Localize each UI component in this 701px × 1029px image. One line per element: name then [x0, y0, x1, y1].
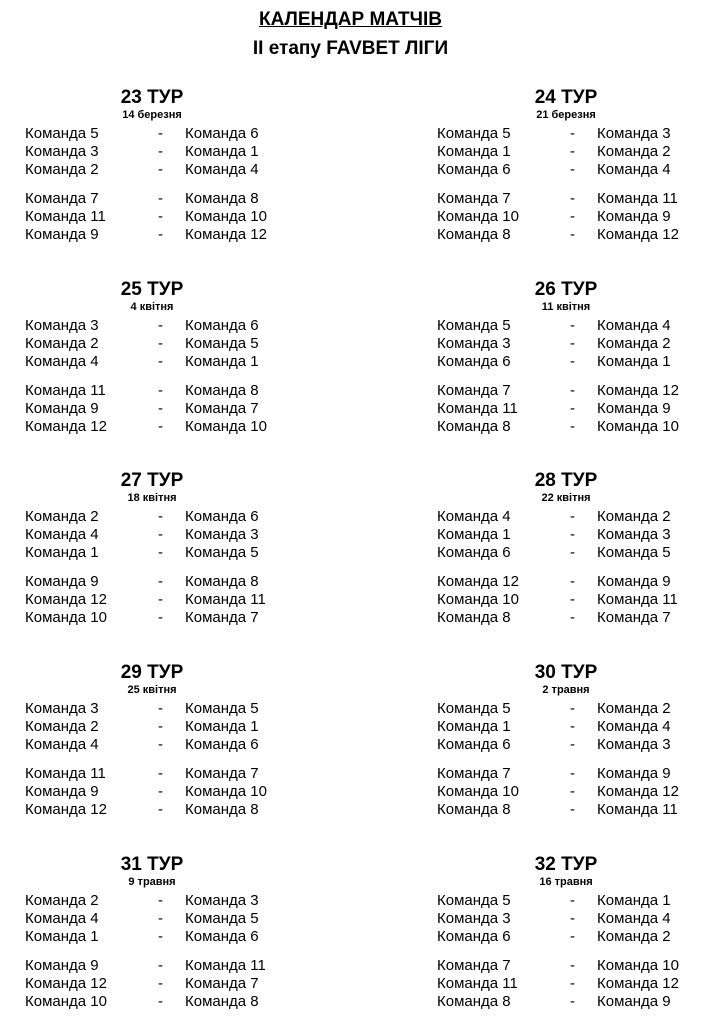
match-row — [437, 125, 701, 143]
page-subtitle: ІІ етапу FAVBET ЛІГИ — [252, 38, 449, 59]
match-row — [25, 353, 325, 371]
match-row — [437, 910, 701, 928]
away-team: Команда 6 — [185, 928, 259, 945]
match-separator: - — [158, 418, 163, 435]
match-separator: - — [570, 544, 575, 561]
match-separator: - — [158, 928, 163, 945]
home-team: Команда 3 — [25, 317, 99, 334]
home-team: Команда 8 — [437, 418, 511, 435]
match-separator: - — [570, 801, 575, 818]
match-separator: - — [570, 161, 575, 178]
match-separator: - — [158, 143, 163, 160]
home-team: Команда 7 — [437, 765, 511, 782]
match-row — [437, 892, 701, 910]
match-row — [437, 226, 701, 244]
match-separator: - — [158, 765, 163, 782]
match-row — [25, 125, 325, 143]
round-name: 30 ТУР — [534, 662, 598, 683]
round-header — [437, 470, 701, 510]
away-team: Команда 3 — [185, 526, 259, 543]
round-name: 25 ТУР — [120, 279, 184, 300]
round-block — [25, 854, 325, 1029]
match-separator: - — [158, 591, 163, 608]
round-block — [25, 279, 325, 454]
match-row — [25, 801, 325, 819]
match-row — [25, 418, 325, 436]
away-team: Команда 3 — [597, 526, 671, 543]
away-team: Команда 9 — [597, 208, 671, 225]
home-team: Команда 5 — [437, 125, 511, 142]
match-separator: - — [570, 508, 575, 525]
away-team: Команда 10 — [597, 418, 679, 435]
match-row — [25, 975, 325, 993]
round-date: 16 травня — [539, 876, 593, 888]
match-separator: - — [158, 508, 163, 525]
match-separator: - — [158, 910, 163, 927]
home-team: Команда 9 — [25, 226, 99, 243]
match-separator: - — [158, 526, 163, 543]
home-team: Команда 6 — [437, 736, 511, 753]
round-header — [437, 87, 701, 127]
home-team: Команда 10 — [25, 609, 107, 626]
round-name: 32 ТУР — [534, 854, 598, 875]
match-row — [25, 317, 325, 335]
away-team: Команда 4 — [597, 317, 671, 334]
match-separator: - — [158, 190, 163, 207]
home-team: Команда 2 — [25, 161, 99, 178]
round-header — [25, 470, 325, 510]
home-team: Команда 10 — [437, 591, 519, 608]
away-team: Команда 2 — [597, 928, 671, 945]
away-team: Команда 5 — [597, 544, 671, 561]
home-team: Команда 12 — [25, 418, 107, 435]
match-row — [437, 400, 701, 418]
away-team: Команда 2 — [597, 335, 671, 352]
round-block — [25, 87, 325, 262]
match-separator: - — [570, 928, 575, 945]
away-team: Команда 7 — [185, 765, 259, 782]
match-separator: - — [570, 400, 575, 417]
match-row — [437, 591, 701, 609]
match-row — [25, 190, 325, 208]
round-header — [437, 279, 701, 319]
match-row — [25, 718, 325, 736]
match-row — [437, 609, 701, 627]
home-team: Команда 12 — [25, 801, 107, 818]
away-team: Команда 9 — [597, 993, 671, 1010]
home-team: Команда 7 — [437, 382, 511, 399]
match-row — [437, 508, 701, 526]
away-team: Команда 12 — [597, 382, 679, 399]
round-block — [437, 470, 701, 645]
round-date: 2 травня — [542, 684, 590, 696]
round-date: 22 квітня — [541, 492, 591, 504]
round-header — [437, 854, 701, 894]
match-separator: - — [570, 718, 575, 735]
away-team: Команда 12 — [597, 975, 679, 992]
match-separator: - — [158, 400, 163, 417]
match-separator: - — [570, 418, 575, 435]
round-block — [25, 470, 325, 645]
away-team: Команда 7 — [597, 609, 671, 626]
home-team: Команда 8 — [437, 801, 511, 818]
away-team: Команда 11 — [597, 190, 678, 207]
home-team: Команда 1 — [437, 526, 511, 543]
match-separator: - — [570, 910, 575, 927]
home-team: Команда 1 — [25, 928, 99, 945]
match-row — [25, 700, 325, 718]
match-row — [437, 928, 701, 946]
match-row — [25, 609, 325, 627]
page-title: КАЛЕНДАР МАТЧІВ — [258, 9, 443, 30]
away-team: Команда 9 — [597, 400, 671, 417]
home-team: Команда 2 — [25, 508, 99, 525]
match-row — [25, 508, 325, 526]
away-team: Команда 6 — [185, 736, 259, 753]
away-team: Команда 1 — [185, 353, 259, 370]
match-separator: - — [570, 190, 575, 207]
home-team: Команда 6 — [437, 161, 511, 178]
away-team: Команда 8 — [185, 801, 259, 818]
away-team: Команда 8 — [185, 993, 259, 1010]
away-team: Команда 4 — [597, 718, 671, 735]
away-team: Команда 1 — [597, 892, 671, 909]
round-header — [25, 279, 325, 319]
round-block — [437, 87, 701, 262]
match-separator: - — [158, 700, 163, 717]
match-separator: - — [158, 382, 163, 399]
match-row — [25, 400, 325, 418]
away-team: Команда 3 — [597, 125, 671, 142]
home-team: Команда 3 — [437, 335, 511, 352]
match-row — [25, 957, 325, 975]
away-team: Команда 1 — [597, 353, 671, 370]
home-team: Команда 5 — [437, 317, 511, 334]
match-row — [437, 993, 701, 1011]
home-team: Команда 4 — [25, 526, 99, 543]
home-team: Команда 1 — [437, 143, 511, 160]
away-team: Команда 9 — [597, 765, 671, 782]
match-separator: - — [570, 957, 575, 974]
match-row — [25, 765, 325, 783]
home-team: Команда 6 — [437, 544, 511, 561]
match-separator: - — [570, 736, 575, 753]
match-row — [437, 208, 701, 226]
match-separator: - — [158, 783, 163, 800]
away-team: Команда 6 — [185, 317, 259, 334]
match-separator: - — [570, 573, 575, 590]
home-team: Команда 7 — [437, 957, 511, 974]
away-team: Команда 1 — [185, 718, 259, 735]
away-team: Команда 10 — [185, 418, 267, 435]
round-date: 18 квітня — [127, 492, 177, 504]
home-team: Команда 9 — [25, 573, 99, 590]
match-separator: - — [570, 526, 575, 543]
away-team: Команда 10 — [185, 208, 267, 225]
match-separator: - — [158, 957, 163, 974]
match-separator: - — [570, 765, 575, 782]
home-team: Команда 12 — [437, 573, 519, 590]
home-team: Команда 4 — [25, 910, 99, 927]
away-team: Команда 4 — [185, 161, 259, 178]
match-row — [437, 700, 701, 718]
match-separator: - — [570, 975, 575, 992]
match-separator: - — [158, 353, 163, 370]
home-team: Команда 9 — [25, 400, 99, 417]
round-date: 11 квітня — [541, 301, 591, 313]
round-header — [437, 662, 701, 702]
match-row — [25, 591, 325, 609]
home-team: Команда 2 — [25, 892, 99, 909]
away-team: Команда 2 — [597, 700, 671, 717]
home-team: Команда 8 — [437, 993, 511, 1010]
match-row — [25, 143, 325, 161]
match-separator: - — [570, 700, 575, 717]
round-block — [437, 279, 701, 454]
match-row — [437, 190, 701, 208]
round-block — [437, 854, 701, 1029]
round-date: 4 квітня — [130, 301, 174, 313]
match-row — [25, 993, 325, 1011]
match-separator: - — [158, 736, 163, 753]
away-team: Команда 10 — [185, 783, 267, 800]
away-team: Команда 7 — [185, 975, 259, 992]
away-team: Команда 5 — [185, 544, 259, 561]
away-team: Команда 12 — [597, 783, 679, 800]
match-separator: - — [158, 125, 163, 142]
match-separator: - — [158, 609, 163, 626]
match-row — [25, 161, 325, 179]
away-team: Команда 5 — [185, 335, 259, 352]
match-row — [437, 975, 701, 993]
round-date: 25 квітня — [127, 684, 177, 696]
match-separator: - — [158, 573, 163, 590]
home-team: Команда 5 — [437, 892, 511, 909]
match-separator: - — [570, 317, 575, 334]
home-team: Команда 12 — [25, 591, 107, 608]
away-team: Команда 8 — [185, 190, 259, 207]
match-row — [437, 161, 701, 179]
match-row — [437, 801, 701, 819]
home-team: Команда 7 — [437, 190, 511, 207]
home-team: Команда 11 — [437, 975, 518, 992]
round-name: 27 ТУР — [120, 470, 184, 491]
home-team: Команда 3 — [437, 910, 511, 927]
round-name: 31 ТУР — [120, 854, 184, 875]
away-team: Команда 4 — [597, 910, 671, 927]
home-team: Команда 5 — [25, 125, 99, 142]
match-row — [25, 573, 325, 591]
match-row — [437, 418, 701, 436]
away-team: Команда 1 — [185, 143, 259, 160]
match-row — [437, 335, 701, 353]
match-row — [437, 353, 701, 371]
home-team: Команда 12 — [25, 975, 107, 992]
home-team: Команда 10 — [25, 993, 107, 1010]
home-team: Команда 3 — [25, 700, 99, 717]
away-team: Команда 10 — [597, 957, 679, 974]
round-date: 21 березня — [536, 109, 596, 121]
match-separator: - — [570, 208, 575, 225]
away-team: Команда 6 — [185, 125, 259, 142]
match-separator: - — [158, 335, 163, 352]
away-team: Команда 8 — [185, 573, 259, 590]
match-separator: - — [570, 353, 575, 370]
match-row — [25, 526, 325, 544]
match-separator: - — [158, 801, 163, 818]
round-name: 23 ТУР — [120, 87, 184, 108]
match-separator: - — [570, 335, 575, 352]
match-separator: - — [158, 892, 163, 909]
match-row — [25, 226, 325, 244]
away-team: Команда 2 — [597, 143, 671, 160]
match-row — [437, 736, 701, 754]
match-row — [437, 526, 701, 544]
away-team: Команда 7 — [185, 400, 259, 417]
away-team: Команда 3 — [597, 736, 671, 753]
match-row — [25, 736, 325, 754]
match-row — [437, 718, 701, 736]
match-separator: - — [158, 544, 163, 561]
match-row — [25, 335, 325, 353]
match-separator: - — [158, 718, 163, 735]
away-team: Команда 5 — [185, 910, 259, 927]
round-header — [25, 662, 325, 702]
away-team: Команда 12 — [597, 226, 679, 243]
round-name: 24 ТУР — [534, 87, 598, 108]
home-team: Команда 8 — [437, 609, 511, 626]
match-separator: - — [158, 161, 163, 178]
away-team: Команда 11 — [185, 957, 266, 974]
match-row — [25, 910, 325, 928]
home-team: Команда 11 — [25, 382, 106, 399]
match-separator: - — [158, 226, 163, 243]
away-team: Команда 2 — [597, 508, 671, 525]
match-separator: - — [570, 783, 575, 800]
home-team: Команда 6 — [437, 928, 511, 945]
away-team: Команда 12 — [185, 226, 267, 243]
round-name: 29 ТУР — [120, 662, 184, 683]
home-team: Команда 1 — [25, 544, 99, 561]
match-row — [437, 382, 701, 400]
round-block — [437, 662, 701, 837]
home-team: Команда 4 — [25, 736, 99, 753]
match-row — [437, 765, 701, 783]
match-separator: - — [570, 382, 575, 399]
home-team: Команда 9 — [25, 957, 99, 974]
round-block — [25, 662, 325, 837]
away-team: Команда 4 — [597, 161, 671, 178]
match-separator: - — [570, 591, 575, 608]
home-team: Команда 11 — [25, 208, 106, 225]
round-header — [25, 87, 325, 127]
round-date: 9 травня — [128, 876, 176, 888]
round-date: 14 березня — [122, 109, 182, 121]
home-team: Команда 10 — [437, 783, 519, 800]
home-team: Команда 9 — [25, 783, 99, 800]
match-row — [437, 957, 701, 975]
home-team: Команда 4 — [25, 353, 99, 370]
home-team: Команда 7 — [25, 190, 99, 207]
away-team: Команда 11 — [597, 801, 678, 818]
match-separator: - — [158, 317, 163, 334]
away-team: Команда 9 — [597, 573, 671, 590]
away-team: Команда 7 — [185, 609, 259, 626]
away-team: Команда 8 — [185, 382, 259, 399]
match-row — [437, 783, 701, 801]
home-team: Команда 2 — [25, 718, 99, 735]
home-team: Команда 11 — [437, 400, 518, 417]
match-row — [437, 573, 701, 591]
home-team: Команда 10 — [437, 208, 519, 225]
match-separator: - — [570, 125, 575, 142]
match-separator: - — [570, 609, 575, 626]
round-name: 26 ТУР — [534, 279, 598, 300]
home-team: Команда 3 — [25, 143, 99, 160]
home-team: Команда 4 — [437, 508, 511, 525]
away-team: Команда 11 — [185, 591, 266, 608]
away-team: Команда 11 — [597, 591, 678, 608]
match-row — [25, 382, 325, 400]
away-team: Команда 3 — [185, 892, 259, 909]
home-team: Команда 8 — [437, 226, 511, 243]
round-header — [25, 854, 325, 894]
match-row — [25, 783, 325, 801]
match-separator: - — [570, 143, 575, 160]
match-separator: - — [570, 226, 575, 243]
home-team: Команда 5 — [437, 700, 511, 717]
match-row — [437, 317, 701, 335]
match-separator: - — [158, 975, 163, 992]
match-row — [25, 208, 325, 226]
home-team: Команда 11 — [25, 765, 106, 782]
match-row — [437, 143, 701, 161]
match-row — [437, 544, 701, 562]
match-separator: - — [158, 208, 163, 225]
match-row — [25, 544, 325, 562]
home-team: Команда 1 — [437, 718, 511, 735]
match-separator: - — [158, 993, 163, 1010]
match-separator: - — [570, 993, 575, 1010]
match-row — [25, 928, 325, 946]
away-team: Команда 5 — [185, 700, 259, 717]
round-name: 28 ТУР — [534, 470, 598, 491]
home-team: Команда 6 — [437, 353, 511, 370]
match-separator: - — [570, 892, 575, 909]
home-team: Команда 2 — [25, 335, 99, 352]
match-row — [25, 892, 325, 910]
away-team: Команда 6 — [185, 508, 259, 525]
